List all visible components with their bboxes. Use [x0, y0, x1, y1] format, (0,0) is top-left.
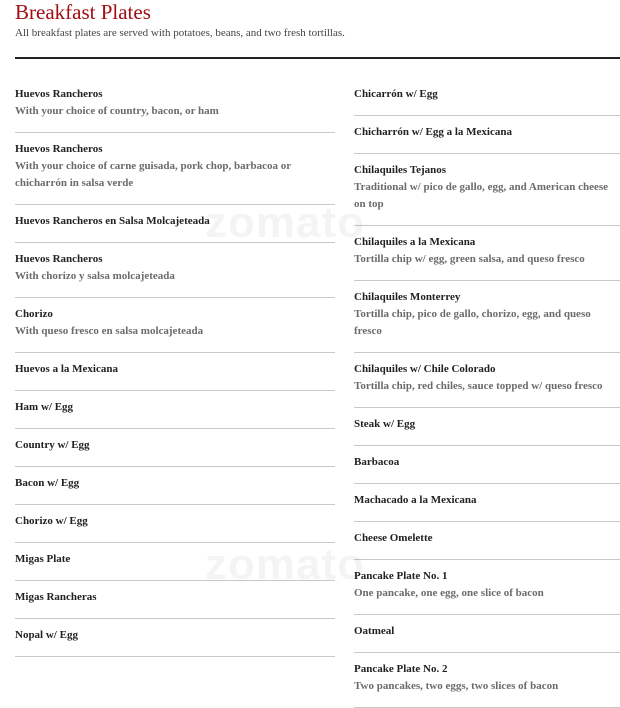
- menu-item-name: Chilaquiles Tejanos: [354, 164, 447, 176]
- watermark: [205, 198, 365, 248]
- menu-item-name: Huevos Rancheros: [15, 253, 103, 265]
- menu-item: [15, 78, 335, 133]
- menu-item-name: Cheese Omelette: [354, 532, 433, 544]
- menu-item: [15, 429, 335, 467]
- menu-item: [15, 133, 335, 205]
- header-divider: [15, 57, 620, 59]
- menu-item: [354, 78, 620, 116]
- menu-item-description: Tortilla chip w/ egg, green salsa, and queso fresco: [354, 253, 585, 265]
- menu-column-right: [354, 78, 620, 708]
- menu-item-name: Chorizo w/ Egg: [15, 515, 88, 527]
- menu-item-name: Migas Plate: [15, 553, 71, 565]
- menu-item-description: Tortilla chip, red chiles, sauce topped w/ queso fresco: [354, 380, 603, 392]
- menu-item: [15, 243, 335, 298]
- menu-item: [354, 522, 620, 560]
- menu-item-name: Huevos Rancheros: [15, 143, 103, 155]
- menu-item: [354, 353, 620, 408]
- menu-item-name: Country w/ Egg: [15, 439, 90, 451]
- menu-item: [354, 615, 620, 653]
- watermark: [205, 540, 365, 590]
- menu-item-description: With queso fresco en salsa molcajeteada: [15, 325, 204, 337]
- menu-item-name: Steak w/ Egg: [354, 418, 416, 430]
- menu-item: [354, 154, 620, 226]
- menu-item-description: With your choice of carne guisada, pork chop, barbacoa or chicharrón in salsa verde: [15, 160, 291, 189]
- menu-item-name: Migas Rancheras: [15, 591, 97, 603]
- menu-item: [15, 505, 335, 543]
- menu-item-name: Chilaquiles w/ Chile Colorado: [354, 363, 496, 375]
- menu-item: [354, 408, 620, 446]
- page-subtitle: All breakfast plates are served with potatoes, beans, and two fresh tortillas.: [15, 27, 345, 39]
- menu-item-name: Nopal w/ Egg: [15, 629, 78, 641]
- menu-item-description: With chorizo y salsa molcajeteada: [15, 270, 175, 282]
- menu-item-name: Chicharrón w/ Egg a la Mexicana: [354, 126, 512, 138]
- menu-item-name: Pancake Plate No. 1: [354, 570, 448, 582]
- menu-item: [354, 446, 620, 484]
- menu-item-name: Chicarrón w/ Egg: [354, 88, 438, 100]
- menu-item-description: Traditional w/ pico de gallo, egg, and American cheese on top: [354, 181, 609, 210]
- menu-item: [354, 116, 620, 154]
- menu-item-name: Huevos Rancheros en Salsa Molcajeteada: [15, 215, 210, 227]
- menu-item-name: Huevos a la Mexicana: [15, 363, 118, 375]
- menu-item-description: Two pancakes, two eggs, two slices of bacon: [354, 680, 559, 692]
- menu-item-description: One pancake, one egg, one slice of bacon: [354, 587, 544, 599]
- menu-item: [15, 467, 335, 505]
- menu-item-description: Tortilla chip, pico de gallo, chorizo, egg, and queso fresco: [354, 308, 591, 337]
- menu-item: [15, 353, 335, 391]
- menu-item-name: Chilaquiles a la Mexicana: [354, 236, 476, 248]
- menu-item: [354, 281, 620, 353]
- page-title: Breakfast Plates: [15, 0, 151, 24]
- menu-item-name: Huevos Rancheros: [15, 88, 103, 100]
- menu-header: [15, 0, 615, 40]
- menu-item: [354, 560, 620, 615]
- menu-item-name: Chilaquiles Monterrey: [354, 291, 461, 303]
- menu-item: [354, 226, 620, 281]
- menu-item: [15, 619, 335, 657]
- menu-item-name: Oatmeal: [354, 625, 395, 637]
- menu-item: [354, 484, 620, 522]
- menu-item-name: Machacado a la Mexicana: [354, 494, 477, 506]
- menu-item-name: Bacon w/ Egg: [15, 477, 80, 489]
- menu-item: [15, 298, 335, 353]
- menu-item-name: Ham w/ Egg: [15, 401, 74, 413]
- menu-item-name: Pancake Plate No. 2: [354, 663, 448, 675]
- menu-item-name: Chorizo: [15, 308, 53, 320]
- menu-item-name: Barbacoa: [354, 456, 400, 468]
- menu-item-description: With your choice of country, bacon, or ham: [15, 105, 219, 117]
- menu-item: [15, 391, 335, 429]
